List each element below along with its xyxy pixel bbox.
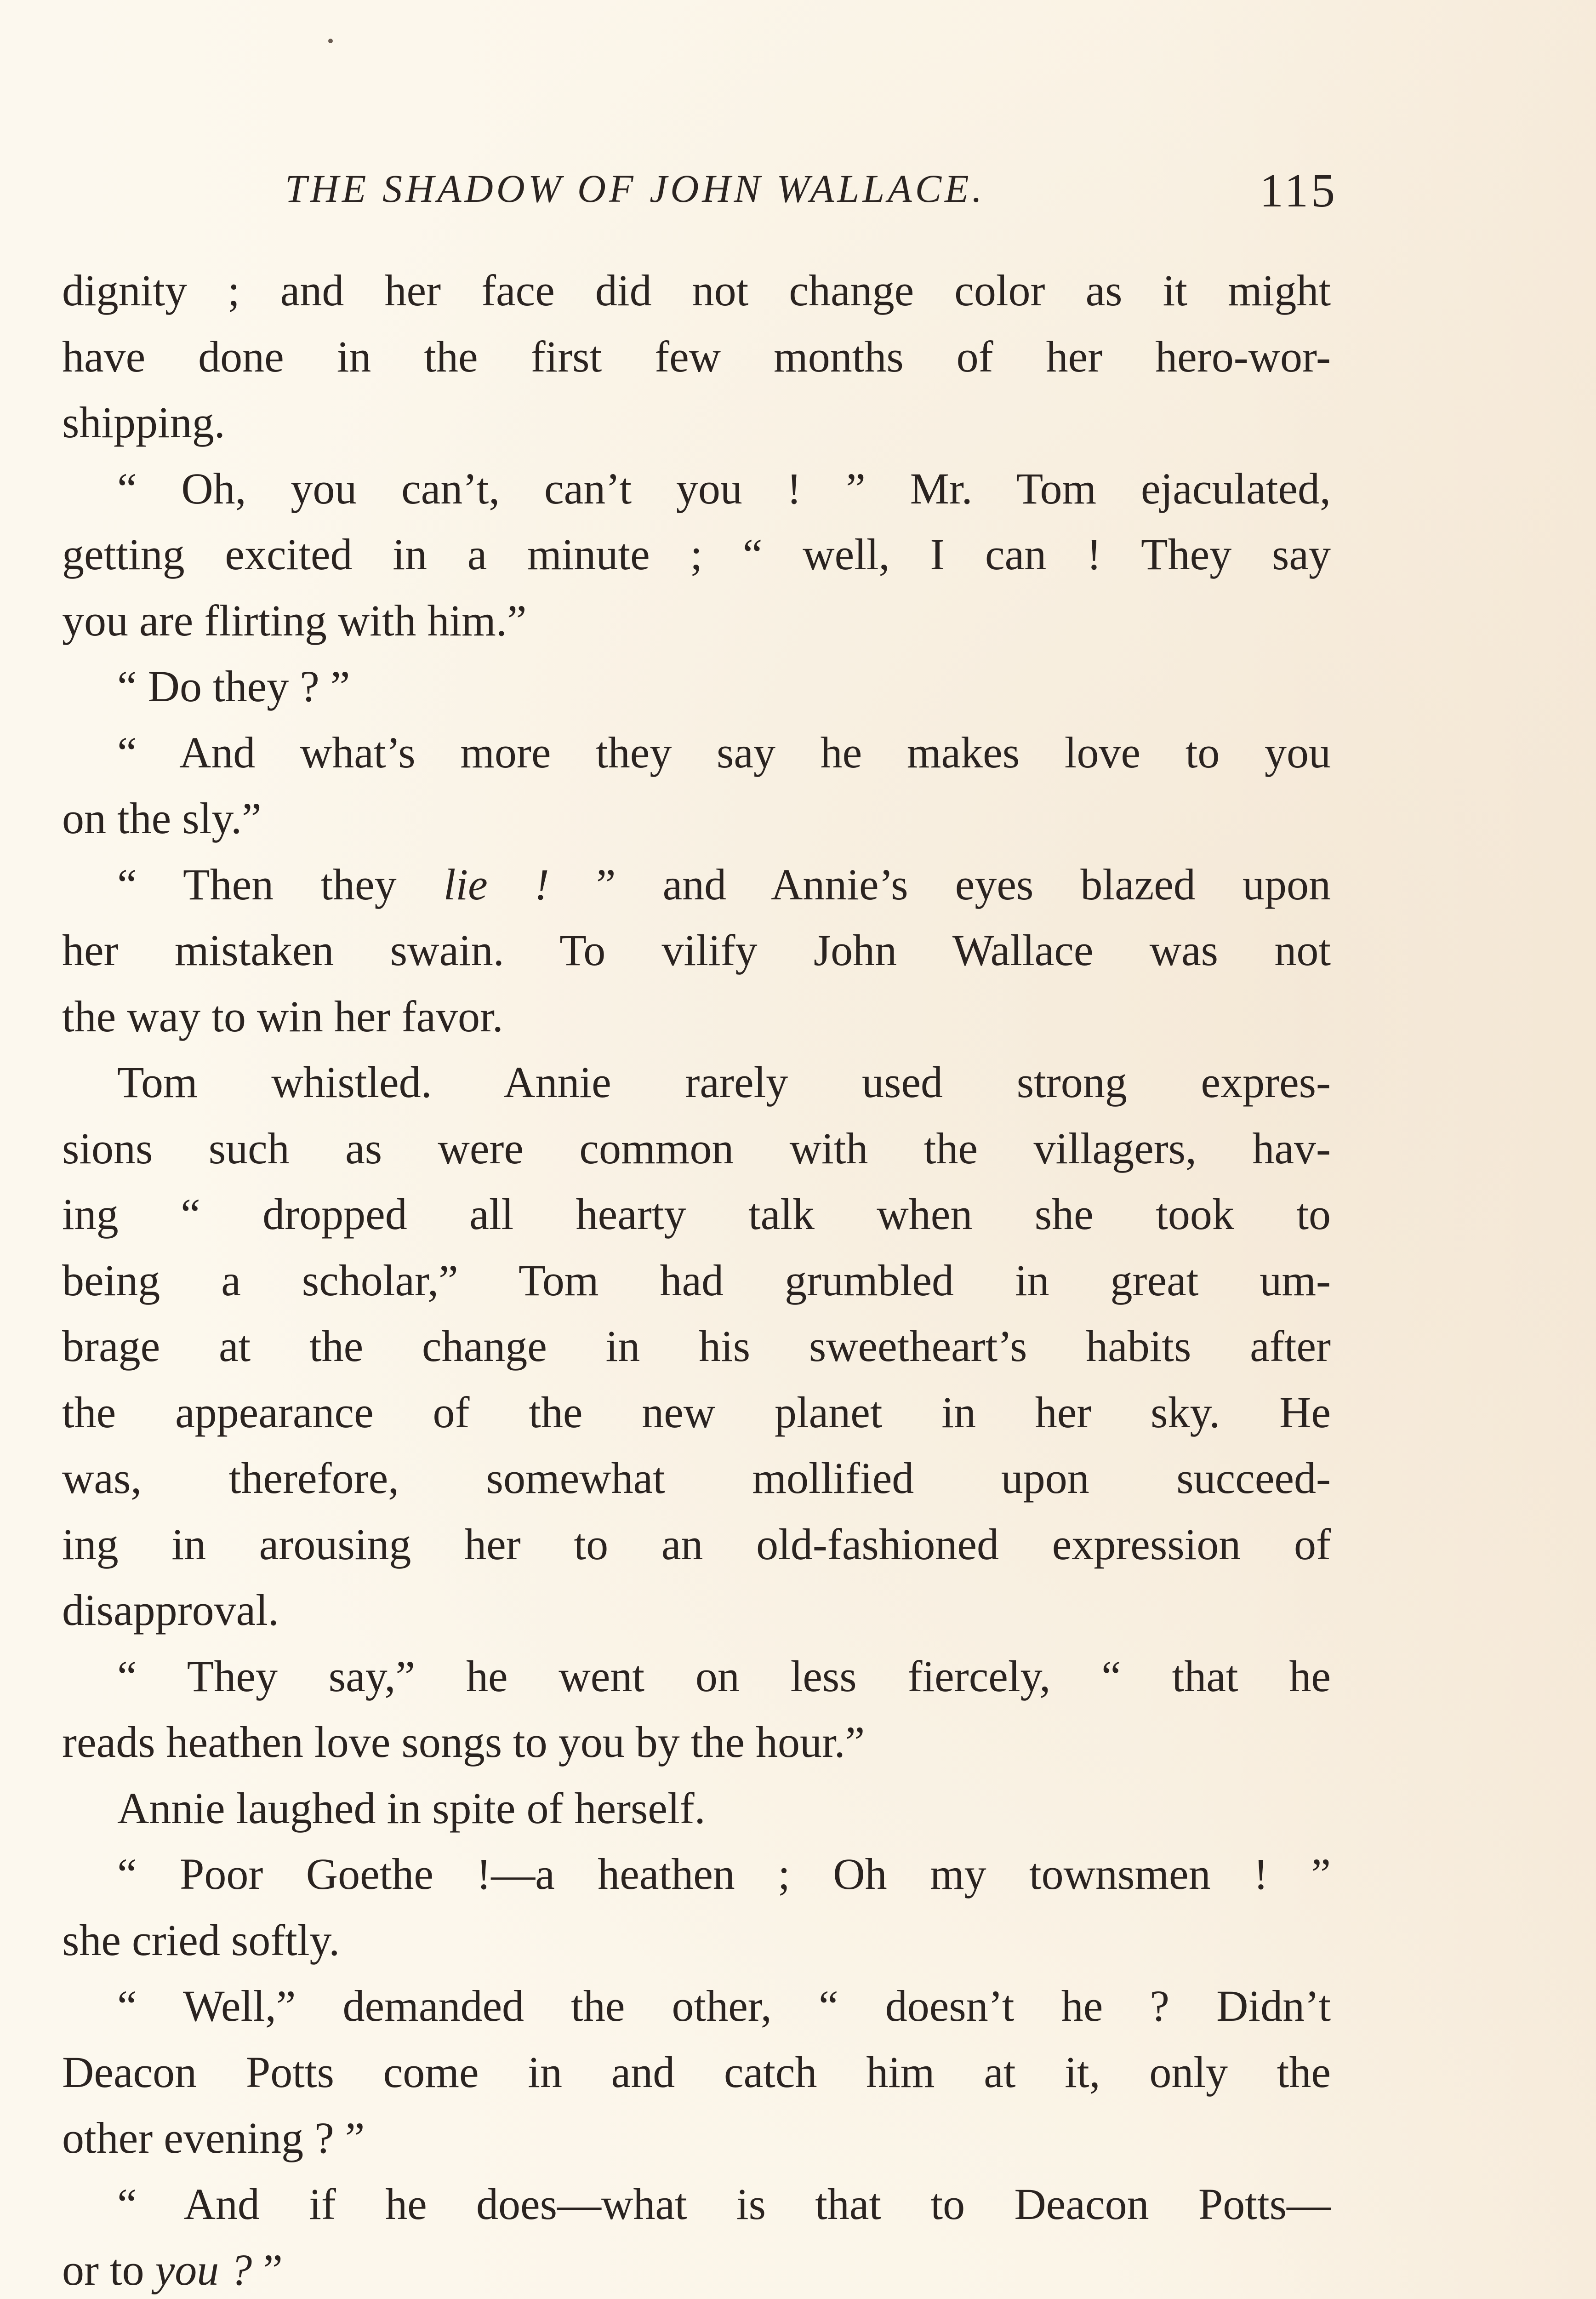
text-line: disapproval. bbox=[62, 1585, 279, 1635]
text-line: the appearance of the new planet in her sky. He bbox=[62, 1387, 1331, 1437]
text-line: Deacon Potts come in and catch him at it, only the bbox=[62, 2047, 1331, 2097]
text-line: you are flirting with him.” bbox=[62, 595, 527, 645]
text-line: other evening ? ” bbox=[62, 2113, 365, 2162]
text-line: “ Poor Goethe !—a heathen ; Oh my townsmen ! ” bbox=[117, 1849, 1331, 1899]
text-line: being a scholar,” Tom had grumbled in great um- bbox=[62, 1255, 1331, 1305]
text-line: was, therefore, somewhat mollified upon succeed- bbox=[62, 1453, 1331, 1503]
italic-emphasis: you ? bbox=[155, 2245, 252, 2294]
text-line: on the sly.” bbox=[62, 794, 262, 843]
text-line: “ And if he does—what is that to Deacon Potts— bbox=[117, 2179, 1331, 2229]
text-line: have done in the first few months of her hero-wor- bbox=[62, 332, 1331, 381]
text-line: “ And what’s more they say he makes love to you bbox=[117, 727, 1331, 777]
running-title: THE SHADOW OF JOHN WALLACE. bbox=[285, 166, 986, 211]
ink-speck bbox=[328, 39, 333, 43]
text-segment: ” bbox=[252, 2245, 283, 2294]
text-line: sions such as were common with the villagers, hav- bbox=[62, 1123, 1331, 1173]
text-line: Annie laughed in spite of herself. bbox=[117, 1783, 706, 1833]
text-line: “ They say,” he went on less fiercely, “ that he bbox=[117, 1651, 1331, 1701]
text-segment: “ Then they bbox=[117, 859, 444, 909]
text-line: “ Oh, you can’t, can’t you ! ” Mr. Tom ejaculated, bbox=[117, 463, 1331, 513]
text-line: brage at the change in his sweetheart’s habits after bbox=[62, 1321, 1331, 1371]
text-line bbox=[62, 2237, 1331, 2299]
text-line: ing “ dropped all hearty talk when she took to bbox=[62, 1190, 1331, 1239]
text-line: Tom whistled. Annie rarely used strong expres- bbox=[117, 1058, 1331, 1107]
text-segment: ” and Annie’s eyes blazed upon bbox=[549, 859, 1331, 909]
text-line: reads heathen love songs to you by the hour.” bbox=[62, 1717, 865, 1767]
text-line: ing in arousing her to an old-fashioned expression of bbox=[62, 1519, 1331, 1569]
text-line: the way to win her favor. bbox=[62, 991, 503, 1041]
text-line: shipping. bbox=[62, 398, 225, 447]
text-line: getting excited in a minute ; “ well, I can ! They say bbox=[62, 530, 1331, 579]
text-line bbox=[62, 852, 1331, 918]
text-line: she cried softly. bbox=[62, 1915, 340, 1965]
italic-emphasis: lie ! bbox=[443, 859, 549, 909]
text-line: “ Well,” demanded the other, “ doesn’t he ? Didn’t bbox=[117, 1981, 1331, 2030]
text-segment: or to bbox=[62, 2245, 155, 2294]
body-text bbox=[62, 257, 1331, 2299]
text-line: her mistaken swain. To vilify John Wallace was not bbox=[62, 926, 1331, 975]
text-line: “ Do they ? ” bbox=[117, 662, 350, 711]
page-number: 115 bbox=[1260, 164, 1338, 217]
text-line: dignity ; and her face did not change color as it might bbox=[62, 266, 1331, 315]
